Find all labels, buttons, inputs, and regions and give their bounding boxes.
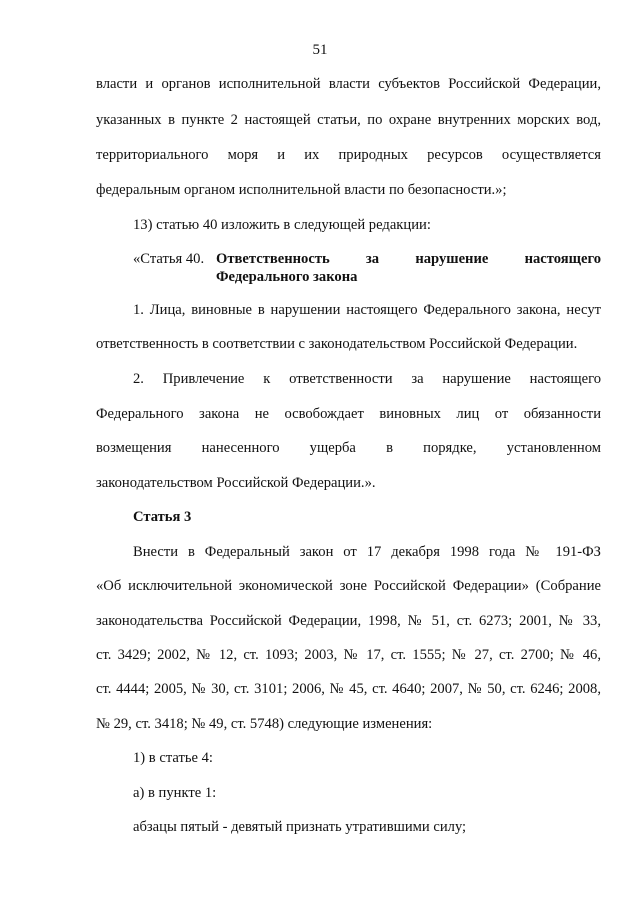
list-item-13: 13) статью 40 изложить в следующей редакции: — [133, 217, 431, 233]
paragraph-line: законодательства Российской Федерации, 1998, № 51, ст. 6273; 2001, № 33, — [96, 613, 601, 629]
paragraph-line: № 29, ст. 3418; № 49, ст. 5748) следующие изменения: — [96, 716, 433, 732]
paragraph-line: 2. Привлечение к ответственности за нарушение настоящего — [133, 371, 601, 387]
paragraph-line: 1. Лица, виновные в нарушении настоящего Федерального закона, несут — [133, 302, 601, 318]
paragraph-line: ст. 3429; 2002, № 12, ст. 1093; 2003, № 17, ст. 1555; № 27, ст. 2700; № 46, — [96, 647, 601, 663]
article-40-title-line1: Ответственность за нарушение настоящего — [216, 251, 601, 267]
paragraph-line: федеральным органом исполнительной власти по безопасности.»; — [96, 182, 507, 198]
paragraph-line: Внести в Федеральный закон от 17 декабря 1998 года № 191-ФЗ — [133, 544, 601, 560]
article-3-heading: Статья 3 — [133, 509, 192, 525]
paragraph-line: абзацы пятый - девятый признать утратившими силу; — [133, 819, 467, 835]
paragraph-line: «Об исключительной экономической зоне Российской Федерации» (Собрание — [96, 578, 601, 594]
article-40-title-line2: Федерального закона — [216, 269, 358, 285]
paragraph-line: власти и органов исполнительной власти субъектов Российской Федерации, — [96, 76, 601, 92]
paragraph-line: территориального моря и их природных ресурсов осуществляется — [96, 147, 601, 163]
paragraph-line: возмещения нанесенного ущерба в порядке, установленном — [96, 440, 601, 456]
list-item-a: а) в пункте 1: — [133, 785, 217, 801]
page-number: 51 — [312, 42, 328, 58]
paragraph-line: Федерального закона не освобождает виновных лиц от обязанности — [96, 406, 601, 422]
list-item-1: 1) в статье 4: — [133, 750, 213, 766]
paragraph-line: ст. 4444; 2005, № 30, ст. 3101; 2006, № 45, ст. 4640; 2007, № 50, ст. 6246; 2008, — [96, 681, 601, 697]
paragraph-line: ответственность в соответствии с законодательством Российской Федерации. — [96, 336, 578, 352]
article-40-title — [216, 250, 601, 286]
paragraph-line: законодательством Российской Федерации.». — [96, 475, 376, 491]
paragraph-line: указанных в пункте 2 настоящей статьи, по охране внутренних морских вод, — [96, 112, 601, 128]
article-40-label: «Статья 40. — [133, 251, 205, 267]
